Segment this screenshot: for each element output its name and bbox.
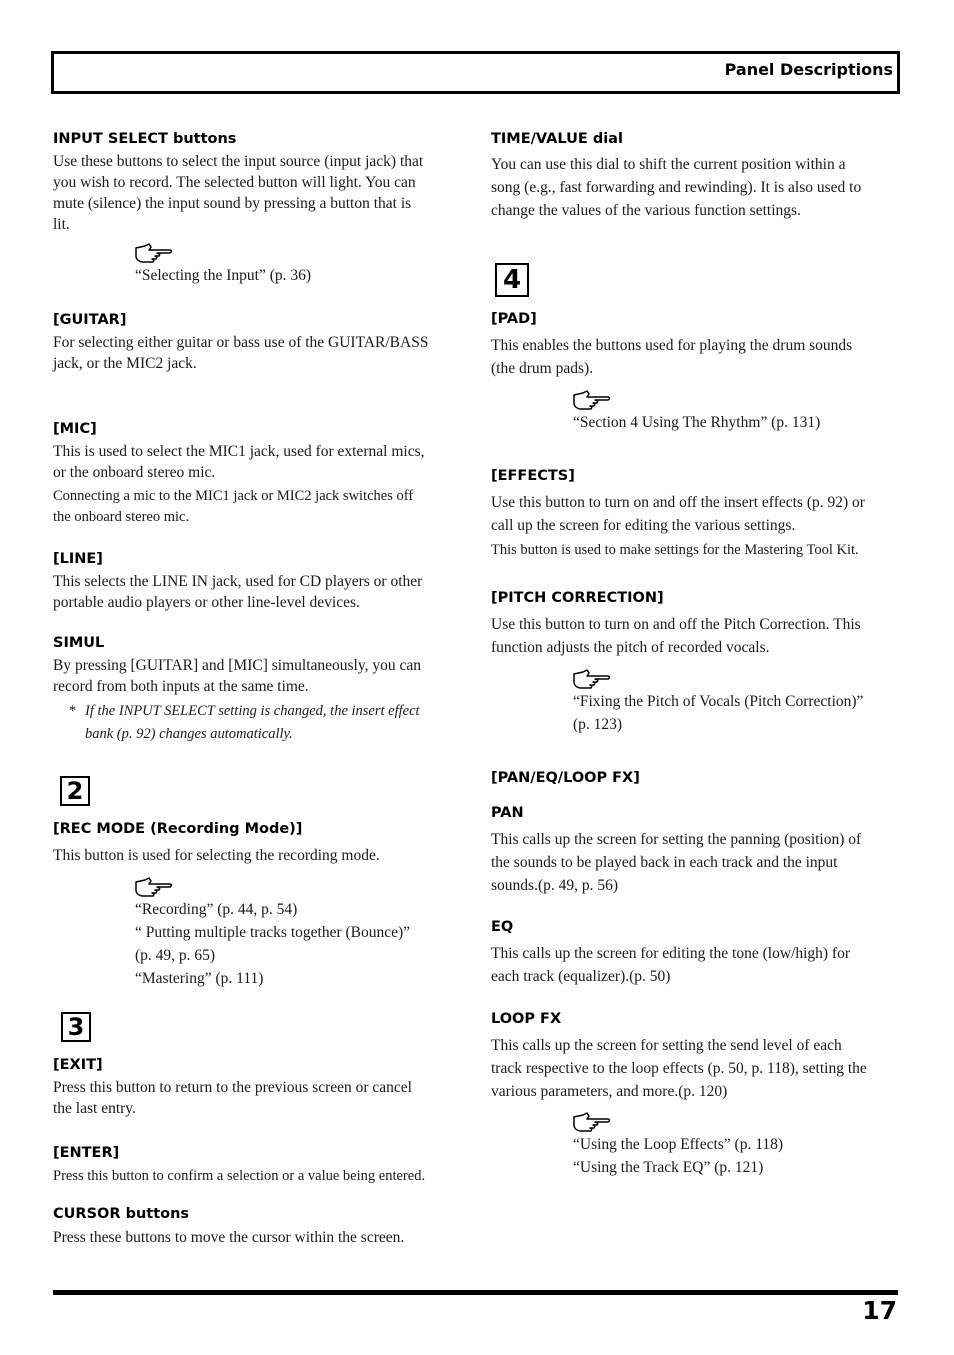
header-bar — [51, 51, 900, 94]
heading-input-select: INPUT SELECT buttons — [53, 131, 237, 147]
body-line: change the values of the various function settings. — [491, 202, 801, 219]
pan-eq-loop-section — [491, 769, 901, 787]
reference-loop-fx — [573, 1111, 783, 1179]
body-line: track respective to the loop effects (p. 50, p. 118), setting the — [491, 1060, 867, 1077]
body-line: lit. — [53, 216, 70, 233]
note-line: If the INPUT SELECT setting is changed, the insert effect — [85, 703, 420, 719]
rec-mode-section — [53, 820, 473, 867]
heading-loop-fx: LOOP FX — [491, 1011, 562, 1027]
body-line: This button is used to make settings for the Mastering Tool Kit. — [491, 542, 859, 558]
exit-section — [53, 1056, 473, 1119]
body-line: the sounds to be played back in each track and the input — [491, 854, 838, 871]
input-select-body — [53, 151, 473, 235]
body-line: call up the screen for editing the various settings. — [491, 517, 796, 534]
reference-link: (p. 49, p. 65) — [135, 947, 216, 964]
section-number-3: 3 — [61, 1012, 91, 1042]
cursor-section — [53, 1205, 473, 1248]
body-line: This button is used for selecting the recording mode. — [53, 847, 380, 864]
body-line: or the onboard stereo mic. — [53, 464, 216, 481]
note-asterisk: * — [69, 703, 77, 719]
body-line: each track (equalizer).(p. 50) — [491, 968, 671, 985]
heading-time-value: TIME/VALUE dial — [491, 131, 623, 147]
reference-link: “Section 4 Using The Rhythm” (p. 131) — [573, 414, 821, 431]
heading-rec-mode: [REC MODE (Recording Mode)] — [53, 821, 303, 837]
body-line: Connecting a mic to the MIC1 jack or MIC2 jack switches off — [53, 488, 414, 504]
body-line: Press this button to return to the previous screen or cancel — [53, 1079, 412, 1096]
reference-link: “Recording” (p. 44, p. 54) — [135, 901, 298, 918]
heading-pan-eq-loop: [PAN/EQ/LOOP FX] — [491, 770, 640, 786]
body-line: This enables the buttons used for playing the drum sounds — [491, 337, 853, 354]
left-column — [53, 130, 473, 235]
body-line: You can use this dial to shift the current position within a — [491, 156, 846, 173]
note-line: bank (p. 92) changes automatically. — [85, 726, 293, 742]
reference-link: “Fixing the Pitch of Vocals (Pitch Correction)” — [573, 693, 864, 710]
reference-link: “Using the Track EQ” (p. 121) — [573, 1159, 764, 1176]
body-line: you wish to record. The selected button will light. You can — [53, 174, 416, 191]
body-line: various parameters, and more.(p. 120) — [491, 1083, 728, 1100]
body-line: By pressing [GUITAR] and [MIC] simultaneously, you can — [53, 657, 421, 674]
body-line: Use this button to turn on and off the Pitch Correction. This — [491, 616, 861, 633]
footer-rule — [53, 1290, 898, 1295]
line-section — [53, 550, 473, 613]
eq-section — [491, 918, 901, 988]
body-line: song (e.g., fast forwarding and rewinding). It is also used to — [491, 179, 862, 196]
page-header-title: Panel Descriptions — [724, 60, 893, 79]
reference-link: “ Putting multiple tracks together (Bounce)” — [135, 924, 411, 941]
heading-line: [LINE] — [53, 551, 103, 567]
body-line: record from both inputs at the same time. — [53, 678, 309, 695]
mic-section — [53, 420, 473, 528]
heading-effects: [EFFECTS] — [491, 468, 575, 484]
page-number: 17 — [862, 1296, 897, 1325]
reference-link: “Using the Loop Effects” (p. 118) — [573, 1136, 784, 1153]
heading-pad: [PAD] — [491, 311, 537, 327]
body-line: For selecting either guitar or bass use of the GUITAR/BASS — [53, 334, 429, 351]
pan-section — [491, 804, 901, 897]
reference-link: (p. 123) — [573, 716, 623, 733]
pointing-hand-icon — [573, 1111, 613, 1133]
heading-exit: [EXIT] — [53, 1057, 103, 1073]
guitar-section — [53, 311, 473, 374]
pointing-hand-icon — [135, 242, 175, 264]
pad-section — [491, 310, 901, 380]
heading-mic: [MIC] — [53, 421, 97, 437]
heading-pitch-correction: [PITCH CORRECTION] — [491, 590, 664, 606]
reference-link: “Selecting the Input” (p. 36) — [135, 267, 312, 284]
heading-simul: SIMUL — [53, 635, 105, 651]
effects-section — [491, 467, 901, 561]
pointing-hand-icon — [573, 389, 613, 411]
simul-section — [53, 634, 473, 746]
body-line: Press these buttons to move the cursor within the screen. — [53, 1229, 405, 1246]
heading-guitar: [GUITAR] — [53, 312, 127, 328]
enter-section — [53, 1144, 473, 1187]
loop-fx-section — [491, 1010, 901, 1103]
heading-eq: EQ — [491, 919, 514, 935]
body-line: Press this button to confirm a selection or a value being entered. — [53, 1168, 426, 1184]
body-line: portable audio players or other line-level devices. — [53, 594, 360, 611]
body-line: This selects the LINE IN jack, used for CD players or other — [53, 573, 423, 590]
reference-input-select — [135, 242, 311, 287]
body-line: Use this button to turn on and off the insert effects (p. 92) or — [491, 494, 865, 511]
heading-cursor: CURSOR buttons — [53, 1206, 190, 1222]
time-value-section — [491, 130, 901, 222]
section-number-4: 4 — [495, 263, 529, 297]
italic-note — [53, 700, 473, 746]
pointing-hand-icon — [135, 876, 175, 898]
body-line: This calls up the screen for setting the send level of each — [491, 1037, 842, 1054]
body-line: mute (silence) the input sound by pressing a button that is — [53, 195, 412, 212]
pointing-hand-icon — [573, 668, 613, 690]
pitch-correction-section — [491, 589, 901, 659]
body-line: This calls up the screen for editing the tone (low/high) for — [491, 945, 850, 962]
body-line: Use these buttons to select the input source (input jack) that — [53, 153, 424, 170]
reference-pad — [573, 389, 820, 434]
body-line: This calls up the screen for setting the panning (position) of — [491, 831, 862, 848]
heading-enter: [ENTER] — [53, 1145, 120, 1161]
reference-link: “Mastering” (p. 111) — [135, 970, 264, 987]
body-line: (the drum pads). — [491, 360, 594, 377]
body-line: the onboard stereo mic. — [53, 509, 190, 525]
heading-pan: PAN — [491, 805, 524, 821]
body-line: sounds.(p. 49, p. 56) — [491, 877, 619, 894]
reference-pitch-correction — [573, 668, 863, 736]
body-line: jack, or the MIC2 jack. — [53, 355, 197, 372]
body-line: the last entry. — [53, 1100, 136, 1117]
body-line: function adjusts the pitch of recorded vocals. — [491, 639, 770, 656]
body-line: This is used to select the MIC1 jack, used for external mics, — [53, 443, 425, 460]
section-number-2: 2 — [60, 776, 90, 806]
reference-rec-mode — [135, 876, 410, 990]
